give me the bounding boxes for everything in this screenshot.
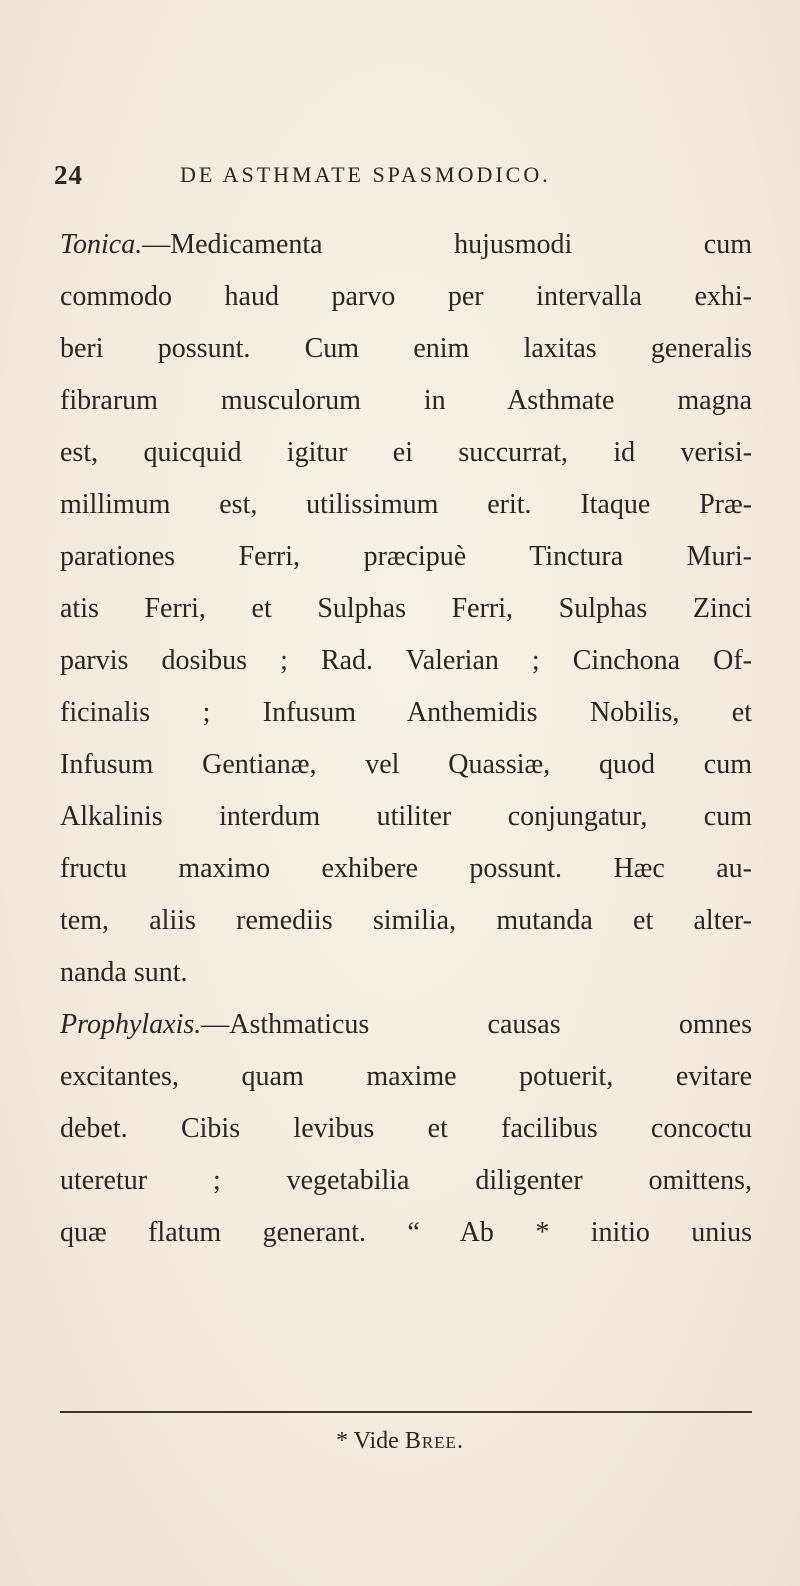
footnote-prefix: * Vide <box>336 1428 405 1454</box>
text-line: parationes Ferri, præcipuè Tinctura Muri- <box>60 541 752 572</box>
text-line: nanda sunt. <box>60 957 188 988</box>
page-header <box>54 160 754 200</box>
text-line: ficinalis ; Infusum Anthemidis Nobilis, et <box>60 697 752 728</box>
section-label-tonica: Tonica. <box>60 229 143 260</box>
text-line: excitantes, quam maxime potuerit, evitare <box>60 1061 752 1092</box>
running-title: DE ASTHMATE SPASMODICO. <box>180 162 551 187</box>
section-label-prophylaxis: Prophylaxis. <box>60 1009 202 1040</box>
footnote <box>0 1428 800 1455</box>
footnote-author: Bree. <box>404 1428 464 1454</box>
text-line: tem, aliis remediis similia, mutanda et alter- <box>60 905 752 936</box>
text-line <box>60 999 752 1051</box>
line-text: —Asthmaticus causas omnes <box>201 1009 752 1040</box>
text-line: debet. Cibis levibus et facilibus concoctu <box>60 1113 752 1144</box>
text-line: atis Ferri, et Sulphas Ferri, Sulphas Zinci <box>60 593 752 624</box>
text-line: est, quicquid igitur ei succurrat, id verisi- <box>60 437 752 468</box>
body-text <box>60 219 752 1259</box>
text-line: beri possunt. Cum enim laxitas generalis <box>60 333 752 364</box>
text-line: fructu maximo exhibere possunt. Hæc au- <box>60 853 752 884</box>
line-text: —Medicamenta hujusmodi cum <box>142 229 752 260</box>
text-line: Alkalinis interdum utiliter conjungatur, cum <box>60 801 752 832</box>
text-line: uteretur ; vegetabilia diligenter omittens, <box>60 1165 752 1196</box>
text-line: parvis dosibus ; Rad. Valerian ; Cinchona Of- <box>60 645 752 676</box>
page-number: 24 <box>54 160 83 190</box>
text-line: millimum est, utilissimum erit. Itaque Præ- <box>60 489 752 520</box>
text-line: fibrarum musculorum in Asthmate magna <box>60 385 752 416</box>
footnote-divider <box>60 1411 752 1413</box>
text-line: Infusum Gentianæ, vel Quassiæ, quod cum <box>60 749 752 780</box>
text-line: commodo haud parvo per intervalla exhi- <box>60 281 752 312</box>
text-line: quæ flatum generant. “ Ab * initio unius <box>60 1217 752 1248</box>
text-line <box>60 219 752 271</box>
